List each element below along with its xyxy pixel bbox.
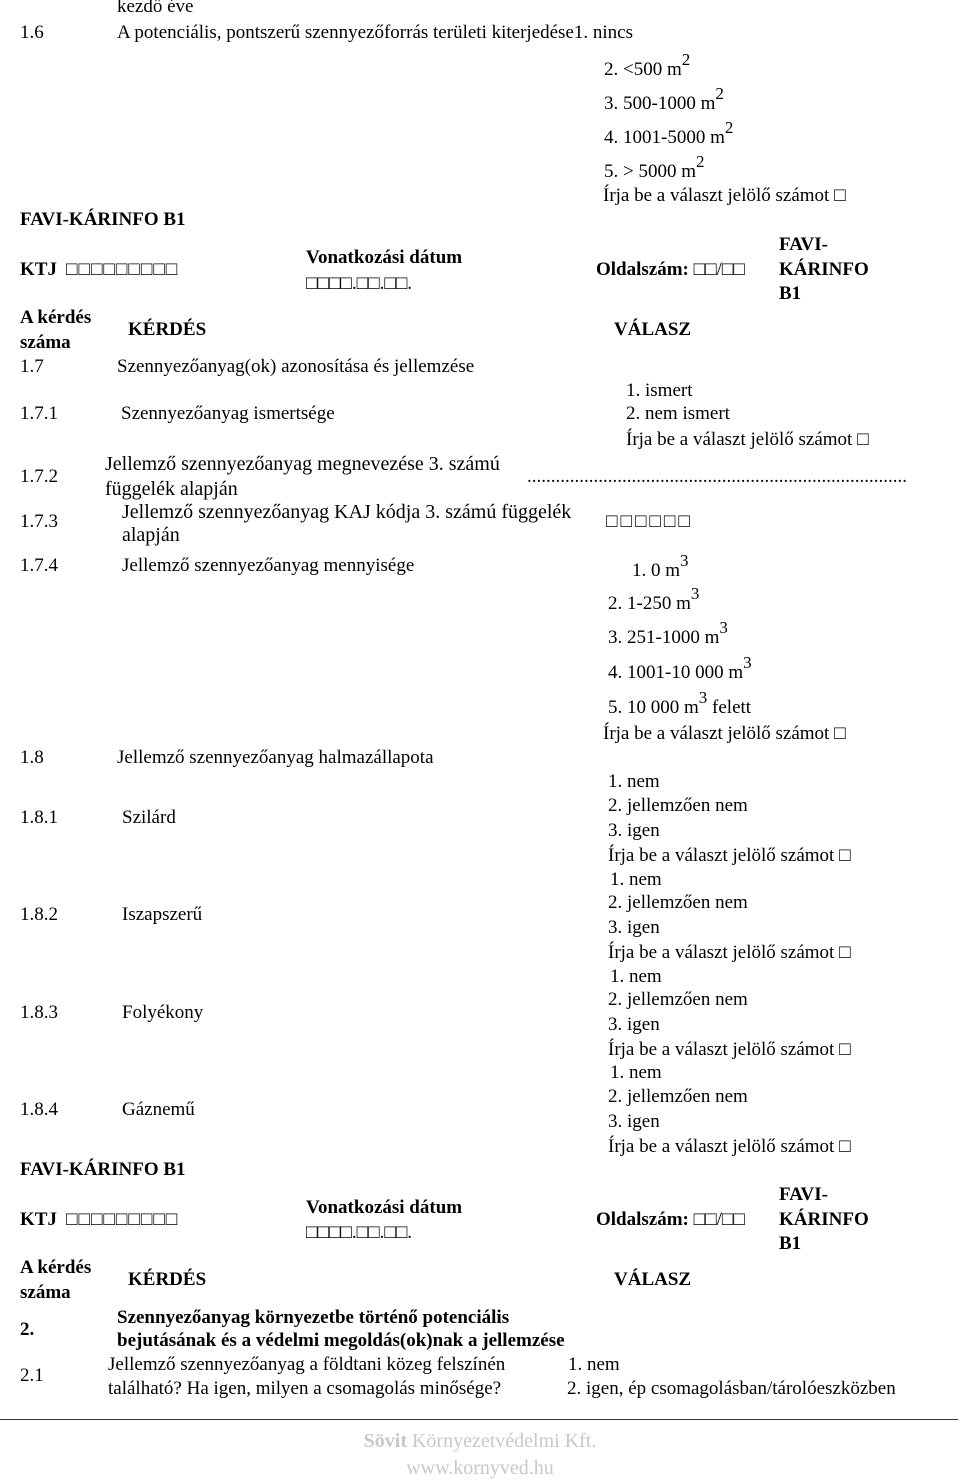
question-number: 1.6 <box>20 22 44 43</box>
option-superscript: 2 <box>696 151 705 171</box>
page-number-label: Oldalszám: <box>596 259 689 280</box>
page-number-boxes: □□/□□ <box>693 259 745 280</box>
question-text: Szennyezőanyag ismertsége <box>121 403 335 424</box>
question-text: alapján <box>122 524 180 546</box>
option-text: 1. 0 m <box>632 560 681 581</box>
answer-option <box>604 49 691 81</box>
footer-company-name: Környezetvédelmi Kft. <box>411 1430 597 1452</box>
section-title: bejutásának és a védelmi megoldás(ok)nak a jellemzése <box>117 1330 565 1351</box>
form-title: FAVI-KÁRINFO B1 <box>20 1159 186 1180</box>
footer-url: www.kornyved.hu <box>406 1457 554 1479</box>
page-number-label: Oldalszám: <box>596 1209 689 1230</box>
question-number: 1.7.2 <box>20 466 58 487</box>
answer-option <box>632 550 689 582</box>
option-superscript: 2 <box>681 49 691 69</box>
option-text: 2. 1-250 m <box>608 593 691 614</box>
section-title: Szennyezőanyag(ok) azonosítása és jellemzése <box>117 356 475 377</box>
question-text: Jellemző szennyezőanyag megnevezése 3. számú <box>105 453 500 475</box>
column-header-number: száma <box>20 1282 71 1303</box>
answer-option: 2. nem ismert <box>626 403 730 424</box>
option-suffix: felett <box>707 697 752 718</box>
answer-instruction: Írja be a választ jelölő számot □ <box>603 723 846 744</box>
answer-option <box>604 117 734 149</box>
footer-divider <box>0 1419 958 1420</box>
question-number: 1.7.4 <box>20 555 58 576</box>
form-title: FAVI-KÁRINFO B1 <box>20 209 186 230</box>
column-header-question: KÉRDÉS <box>128 1269 207 1290</box>
form-code-line: FAVI- <box>779 1184 828 1205</box>
section-number: 1.7 <box>20 356 44 377</box>
answer-option: 1. ismert <box>626 380 693 401</box>
form-code-line: B1 <box>779 283 802 304</box>
answer-instruction: Írja be a választ jelölő számot □ <box>608 845 851 866</box>
question-text: Jellemző szennyezőanyag a földtani közeg felszínén <box>108 1354 506 1375</box>
section-number: 1.8 <box>20 747 44 768</box>
option-superscript: 3 <box>680 550 689 570</box>
question-text: található? Ha igen, milyen a csomagolás minősége? <box>108 1378 502 1399</box>
option-superscript: 3 <box>690 583 700 603</box>
answer-instruction: Írja be a választ jelölő számot □ <box>608 1039 851 1060</box>
reference-date-boxes: □□□□.□□.□□. <box>306 1222 413 1243</box>
question-number: 1.8.4 <box>20 1099 58 1120</box>
form-code-line: KÁRINFO <box>779 259 869 280</box>
answer-option <box>608 583 700 615</box>
column-header-answer: VÁLASZ <box>614 319 692 340</box>
option-text: 3. 251-1000 m <box>608 627 720 648</box>
cut-off-text: kezdő éve <box>117 0 194 17</box>
section-title: Szennyezőanyag környezetbe történő potenciális <box>117 1307 510 1328</box>
answer-option: 1. nem <box>568 1354 620 1375</box>
question-text: Folyékony <box>122 1002 204 1023</box>
answer-instruction: Írja be a választ jelölő számot □ <box>603 185 846 206</box>
answer-option: 3. igen <box>608 1014 660 1035</box>
answer-option: 1. nem <box>608 771 660 792</box>
ktj-boxes: □□□□□□□□□ <box>66 1209 179 1230</box>
option-superscript: 3 <box>743 652 752 672</box>
option-text: 4. 1001-10 000 m <box>608 662 744 683</box>
answer-option: 2. jellemzően nem <box>608 795 748 816</box>
answer-option: 1. nem <box>610 966 662 987</box>
column-header-question: KÉRDÉS <box>128 319 207 340</box>
section-number: 2. <box>20 1319 35 1340</box>
column-header-number: A kérdés <box>20 1257 92 1278</box>
page-number-boxes: □□/□□ <box>693 1209 745 1230</box>
option-text: 2. <500 m <box>604 59 682 80</box>
answer-option: 2. jellemzően nem <box>608 1086 748 1107</box>
page-number-field <box>596 1209 745 1231</box>
question-number: 1.8.3 <box>20 1002 58 1023</box>
option-text: 5. 10 000 m <box>608 697 699 718</box>
page-number-field <box>596 259 745 281</box>
form-code-line: FAVI- <box>779 234 828 255</box>
ktj-label: KTJ <box>20 1209 57 1230</box>
reference-date-label: Vonatkozási dátum <box>306 247 463 268</box>
column-header-answer: VÁLASZ <box>614 1269 692 1290</box>
answer-option <box>604 151 705 183</box>
form-code-line: KÁRINFO <box>779 1209 869 1230</box>
ktj-label: KTJ <box>20 259 57 280</box>
question-text: függelék alapján <box>105 478 238 500</box>
question-number: 1.8.2 <box>20 904 58 925</box>
answer-option <box>604 83 724 115</box>
question-number: 1.7.1 <box>20 403 58 424</box>
answer-option: 3. igen <box>608 917 660 938</box>
form-code-line: B1 <box>779 1233 802 1254</box>
footer-brand: Sövit <box>363 1430 407 1452</box>
answer-option: 1. nem <box>610 869 662 890</box>
option-text: 5. > 5000 m <box>604 161 696 182</box>
question-number: 1.7.3 <box>20 511 58 532</box>
reference-date-boxes: □□□□.□□.□□. <box>306 273 413 294</box>
question-text: Iszapszerű <box>122 904 203 925</box>
answer-instruction: Írja be a választ jelölő számot □ <box>608 942 851 963</box>
answer-option <box>608 687 752 719</box>
answer-option: 2. igen, ép csomagolásban/tárolóeszközben <box>567 1378 896 1399</box>
answer-option <box>608 617 728 649</box>
column-header-number: A kérdés <box>20 307 92 328</box>
question-number: 2.1 <box>20 1365 44 1386</box>
question-text: A potenciális, pontszerű szennyezőforrás területi kiterjedése1. nincs <box>117 22 633 43</box>
answer-dotted-line: ................................................................................ <box>527 466 907 487</box>
answer-code-boxes: □□□□□□ <box>606 511 693 532</box>
option-superscript: 3 <box>719 617 728 637</box>
option-superscript: 3 <box>698 687 708 707</box>
reference-date-label: Vonatkozási dátum <box>306 1197 463 1218</box>
option-text: 3. 500-1000 m <box>604 93 716 114</box>
question-text: Gáznemű <box>122 1099 195 1120</box>
option-superscript: 2 <box>715 83 724 103</box>
answer-option: 3. igen <box>608 820 660 841</box>
question-text: Jellemző szennyezőanyag KAJ kódja 3. számú függelék <box>122 501 572 523</box>
answer-instruction: Írja be a választ jelölő számot □ <box>608 1136 851 1157</box>
answer-option: 1. nem <box>610 1062 662 1083</box>
column-header-number: száma <box>20 332 71 353</box>
question-text: Szilárd <box>122 807 176 828</box>
section-title: Jellemző szennyezőanyag halmazállapota <box>117 747 434 768</box>
ktj-boxes: □□□□□□□□□ <box>66 259 179 280</box>
answer-option: 2. jellemzően nem <box>608 892 748 913</box>
footer-company <box>0 1429 960 1453</box>
answer-option <box>608 652 752 684</box>
answer-option: 3. igen <box>608 1111 660 1132</box>
option-text: 4. 1001-5000 m <box>604 127 725 148</box>
answer-instruction: Írja be a választ jelölő számot □ <box>626 429 869 450</box>
question-text: Jellemző szennyezőanyag mennyisége <box>122 555 415 576</box>
option-superscript: 2 <box>724 117 734 137</box>
answer-option: 2. jellemzően nem <box>608 989 748 1010</box>
question-number: 1.8.1 <box>20 807 58 828</box>
